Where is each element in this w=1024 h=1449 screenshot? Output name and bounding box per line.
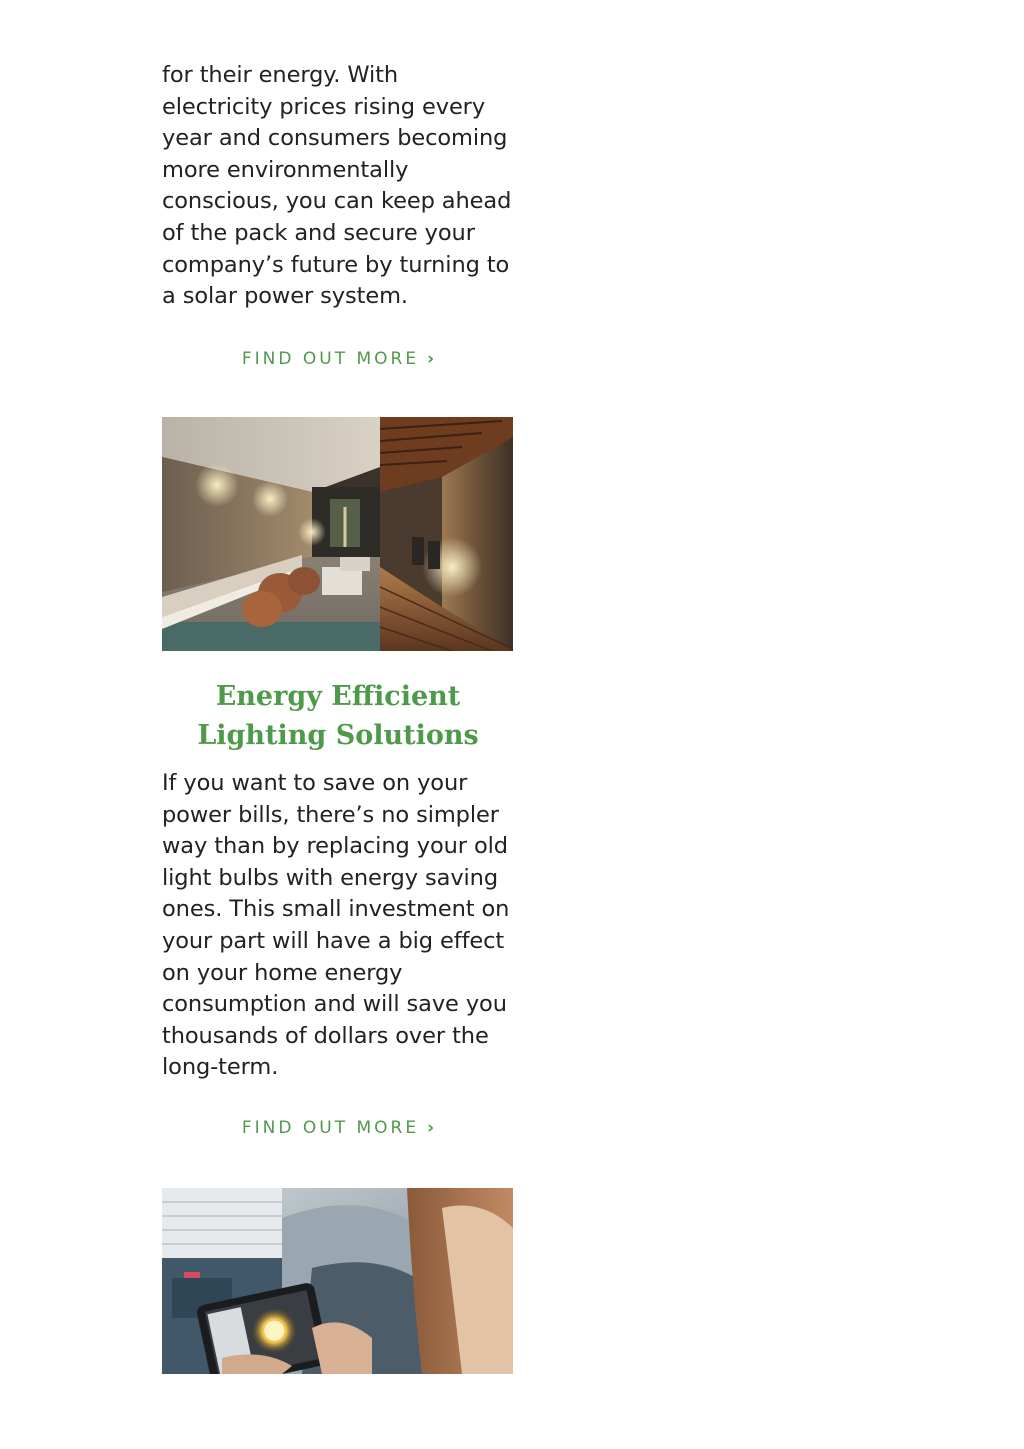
- lighting-description: If you want to save on your power bills, there’s no simpler way than by replacing your old light bulbs with energy saving ones. This small investment on your part will have a big effect on your home energy consumption and will save you thousands of dollars over the long-term.: [162, 770, 510, 1081]
- section-title-lighting: Energy Efficient Lighting Solutions: [197, 681, 479, 751]
- lighting-interior-photo: [162, 417, 513, 651]
- find-out-more-label: FIND OUT MORE: [241, 349, 420, 369]
- find-out-more-link-lighting[interactable]: [162, 1118, 514, 1138]
- find-out-more-link-solar[interactable]: [162, 349, 514, 369]
- chevron-right-icon: ›: [427, 1118, 435, 1138]
- smart-thermostat-tablet-photo: [162, 1188, 513, 1374]
- find-out-more-label: FIND OUT MORE: [241, 1118, 420, 1138]
- solar-description: for their energy. With electricity prices rising every year and consumers becoming more environmentally conscious, you can keep ahead of the pack and secure your company’s future by turning to a solar power system.: [162, 62, 512, 310]
- chevron-right-icon: ›: [427, 349, 435, 369]
